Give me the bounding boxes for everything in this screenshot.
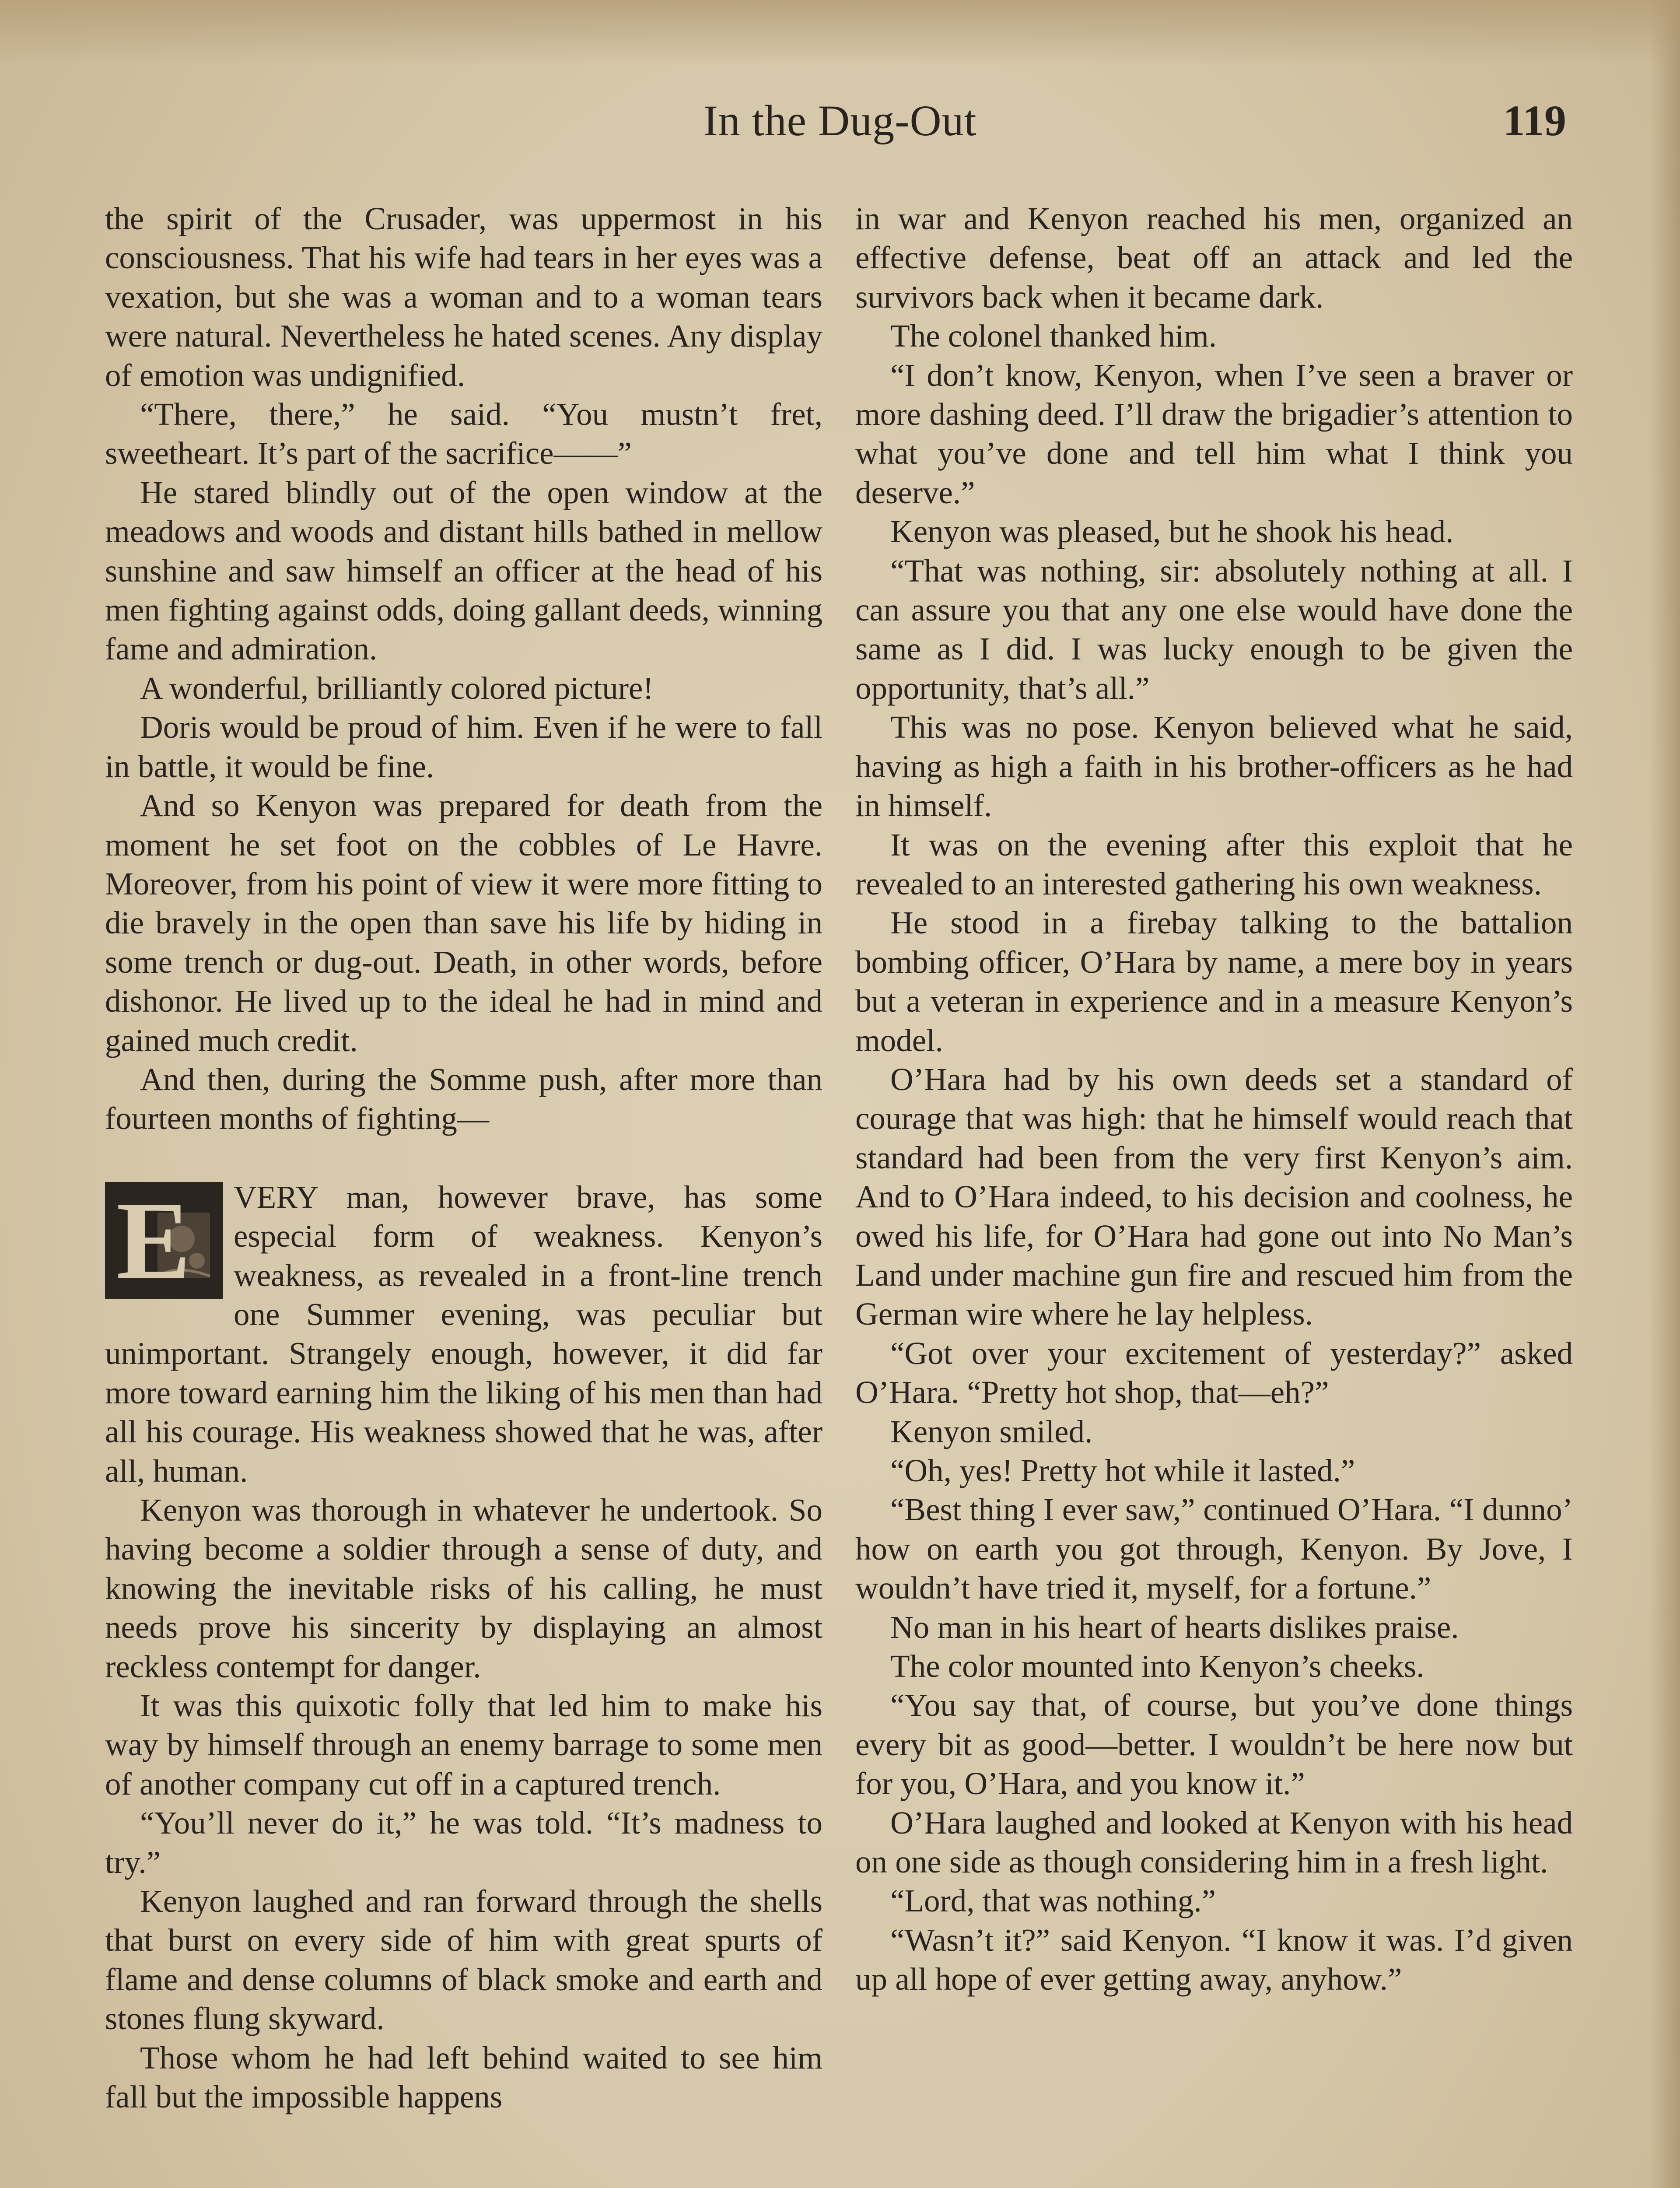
- paragraph: Those whom he had left behind waited to see him fall but the impossible happens: [105, 2040, 822, 2115]
- paragraph: “That was nothing, sir: absolutely nothing at all. I can assure you that any one else would have done the same as I did. I was lucky enough to be given the opportunity, that’s all.”: [855, 553, 1573, 706]
- paragraph: This was no pose. Kenyon believed what he said, having as high a faith in his brother-officers as he had in himself.: [855, 709, 1573, 824]
- paragraph: A wonderful, brilliantly colored picture!: [140, 670, 654, 706]
- paragraph: He stared blindly out of the open window at the meadows and woods and distant hills bathed in mellow sunshine and saw himself an officer at the head of his men fighting against odds, doing gallant deeds, winning fame and admiration.: [105, 474, 822, 667]
- paragraph: The color mounted into Kenyon’s cheeks.: [890, 1648, 1424, 1684]
- paragraph: It was this quixotic folly that led him to make his way by himself through an enemy barrage to some men of another company cut off in a captured trench.: [105, 1688, 822, 1802]
- paragraph: It was on the evening after this exploit that he revealed to an interested gathering his own weakness.: [855, 827, 1573, 901]
- paragraph: Kenyon laughed and ran forward through the shells that burst on every side of him with great spurts of flame and dense columns of black smoke and earth and stones flung skyward.: [105, 1883, 822, 2037]
- paragraph: “There, there,” he said. “You mustn’t fret, sweetheart. It’s part of the sacrifice——”: [105, 396, 822, 471]
- page-number: 119: [1503, 96, 1566, 145]
- paragraph: “Best thing I ever saw,” continued O’Hara. “I dunno’ how on earth you got through, Kenyon. By Jove, I wouldn’t have tried it, myself, for a fortune.”: [855, 1492, 1573, 1606]
- left-column: [105, 199, 822, 2117]
- paragraph: The colonel thanked him.: [890, 318, 1217, 354]
- dropcap-ornament: [105, 1178, 223, 1302]
- paragraph: Kenyon was thorough in whatever he undertook. So having become a soldier through a sense of duty, and knowing the inevitable risks of his calling, he must needs prove his sincerity by displaying an almost reckless contempt for danger.: [105, 1492, 822, 1684]
- paragraph: “I don’t know, Kenyon, when I’ve seen a braver or more dashing deed. I’ll draw the brigadier’s attention to what you’ve done and tell him what I think you deserve.”: [855, 357, 1573, 510]
- dropcap-paragraph: [105, 1178, 822, 1490]
- dropcap-text: VERY man, however brave, has some especial form of weakness. Kenyon’s weakness, as revealed in a front-line trench one Summer evening, was peculiar but unimportant. Strangely enough, however, it did far more toward earning him the liking of his men than had all his courage. His weakness showed that he was, after all, human.: [105, 1179, 822, 1489]
- paragraph: the spirit of the Crusader, was uppermost in his consciousness. That his wife had tears in her eyes was a vexation, but she was a woman and to a woman tears were natural. Nevertheless he hated scenes. Any display of emotion was undignified.: [105, 201, 822, 393]
- paragraph: “Oh, yes! Pretty hot while it lasted.”: [890, 1453, 1355, 1488]
- paragraph: “You say that, of course, but you’ve done things every bit as good—better. I wouldn’t be here now but for you, O’Hara, and you know it.”: [855, 1687, 1573, 1802]
- paragraph: in war and Kenyon reached his men, organized an effective defense, beat off an attack and led the survivors back when it became dark.: [855, 201, 1573, 315]
- paragraph: He stood in a firebay talking to the battalion bombing officer, O’Hara by name, a mere boy in years but a veteran in experience and in a measure Kenyon’s model.: [855, 905, 1573, 1058]
- paragraph: No man in his heart of hearts dislikes praise.: [890, 1609, 1459, 1645]
- paragraph: “Lord, that was nothing.”: [890, 1883, 1216, 1919]
- paragraph: Kenyon smiled.: [890, 1413, 1093, 1449]
- paragraph: O’Hara laughed and looked at Kenyon with his head on one side as though considering him in a fresh light.: [855, 1805, 1573, 1880]
- paragraph: Doris would be proud of him. Even if he were to fall in battle, it would be fine.: [105, 709, 822, 784]
- running-title: In the Dug-Out: [703, 96, 977, 145]
- dropcap-letter: E: [116, 1178, 191, 1302]
- paragraph: “You’ll never do it,” he was told. “It’s madness to try.”: [105, 1805, 822, 1880]
- paragraph: And then, during the Somme push, after more than fourteen months of fighting—: [105, 1061, 822, 1136]
- paragraph: “Got over your excitement of yesterday?” asked O’Hara. “Pretty hot shop, that—eh?”: [855, 1335, 1573, 1410]
- paragraph: Kenyon was pleased, but he shook his head.: [890, 514, 1454, 550]
- paragraph: “Wasn’t it?” said Kenyon. “I know it was. I’d given up all hope of ever getting away, anyhow.”: [855, 1922, 1573, 1997]
- right-column: [855, 199, 1573, 1999]
- paragraph: And so Kenyon was prepared for death from the moment he set foot on the cobbles of Le Havre. Moreover, from his point of view it were more fitting to die bravely in the open than save his life by hiding in some trench or dug-out. Death, in other words, before dishonor. He lived up to the ideal he had in mind and gained much credit.: [105, 788, 822, 1058]
- paragraph: O’Hara had by his own deeds set a standard of courage that was high: that he himself would reach that standard had been from the very first Kenyon’s aim. And to O’Hara indeed, to his decision and coolness, he owed his life, for O’Hara had gone out into No Man’s Land under machine gun fire and rescued him from the German wire where he lay helpless.: [855, 1061, 1573, 1332]
